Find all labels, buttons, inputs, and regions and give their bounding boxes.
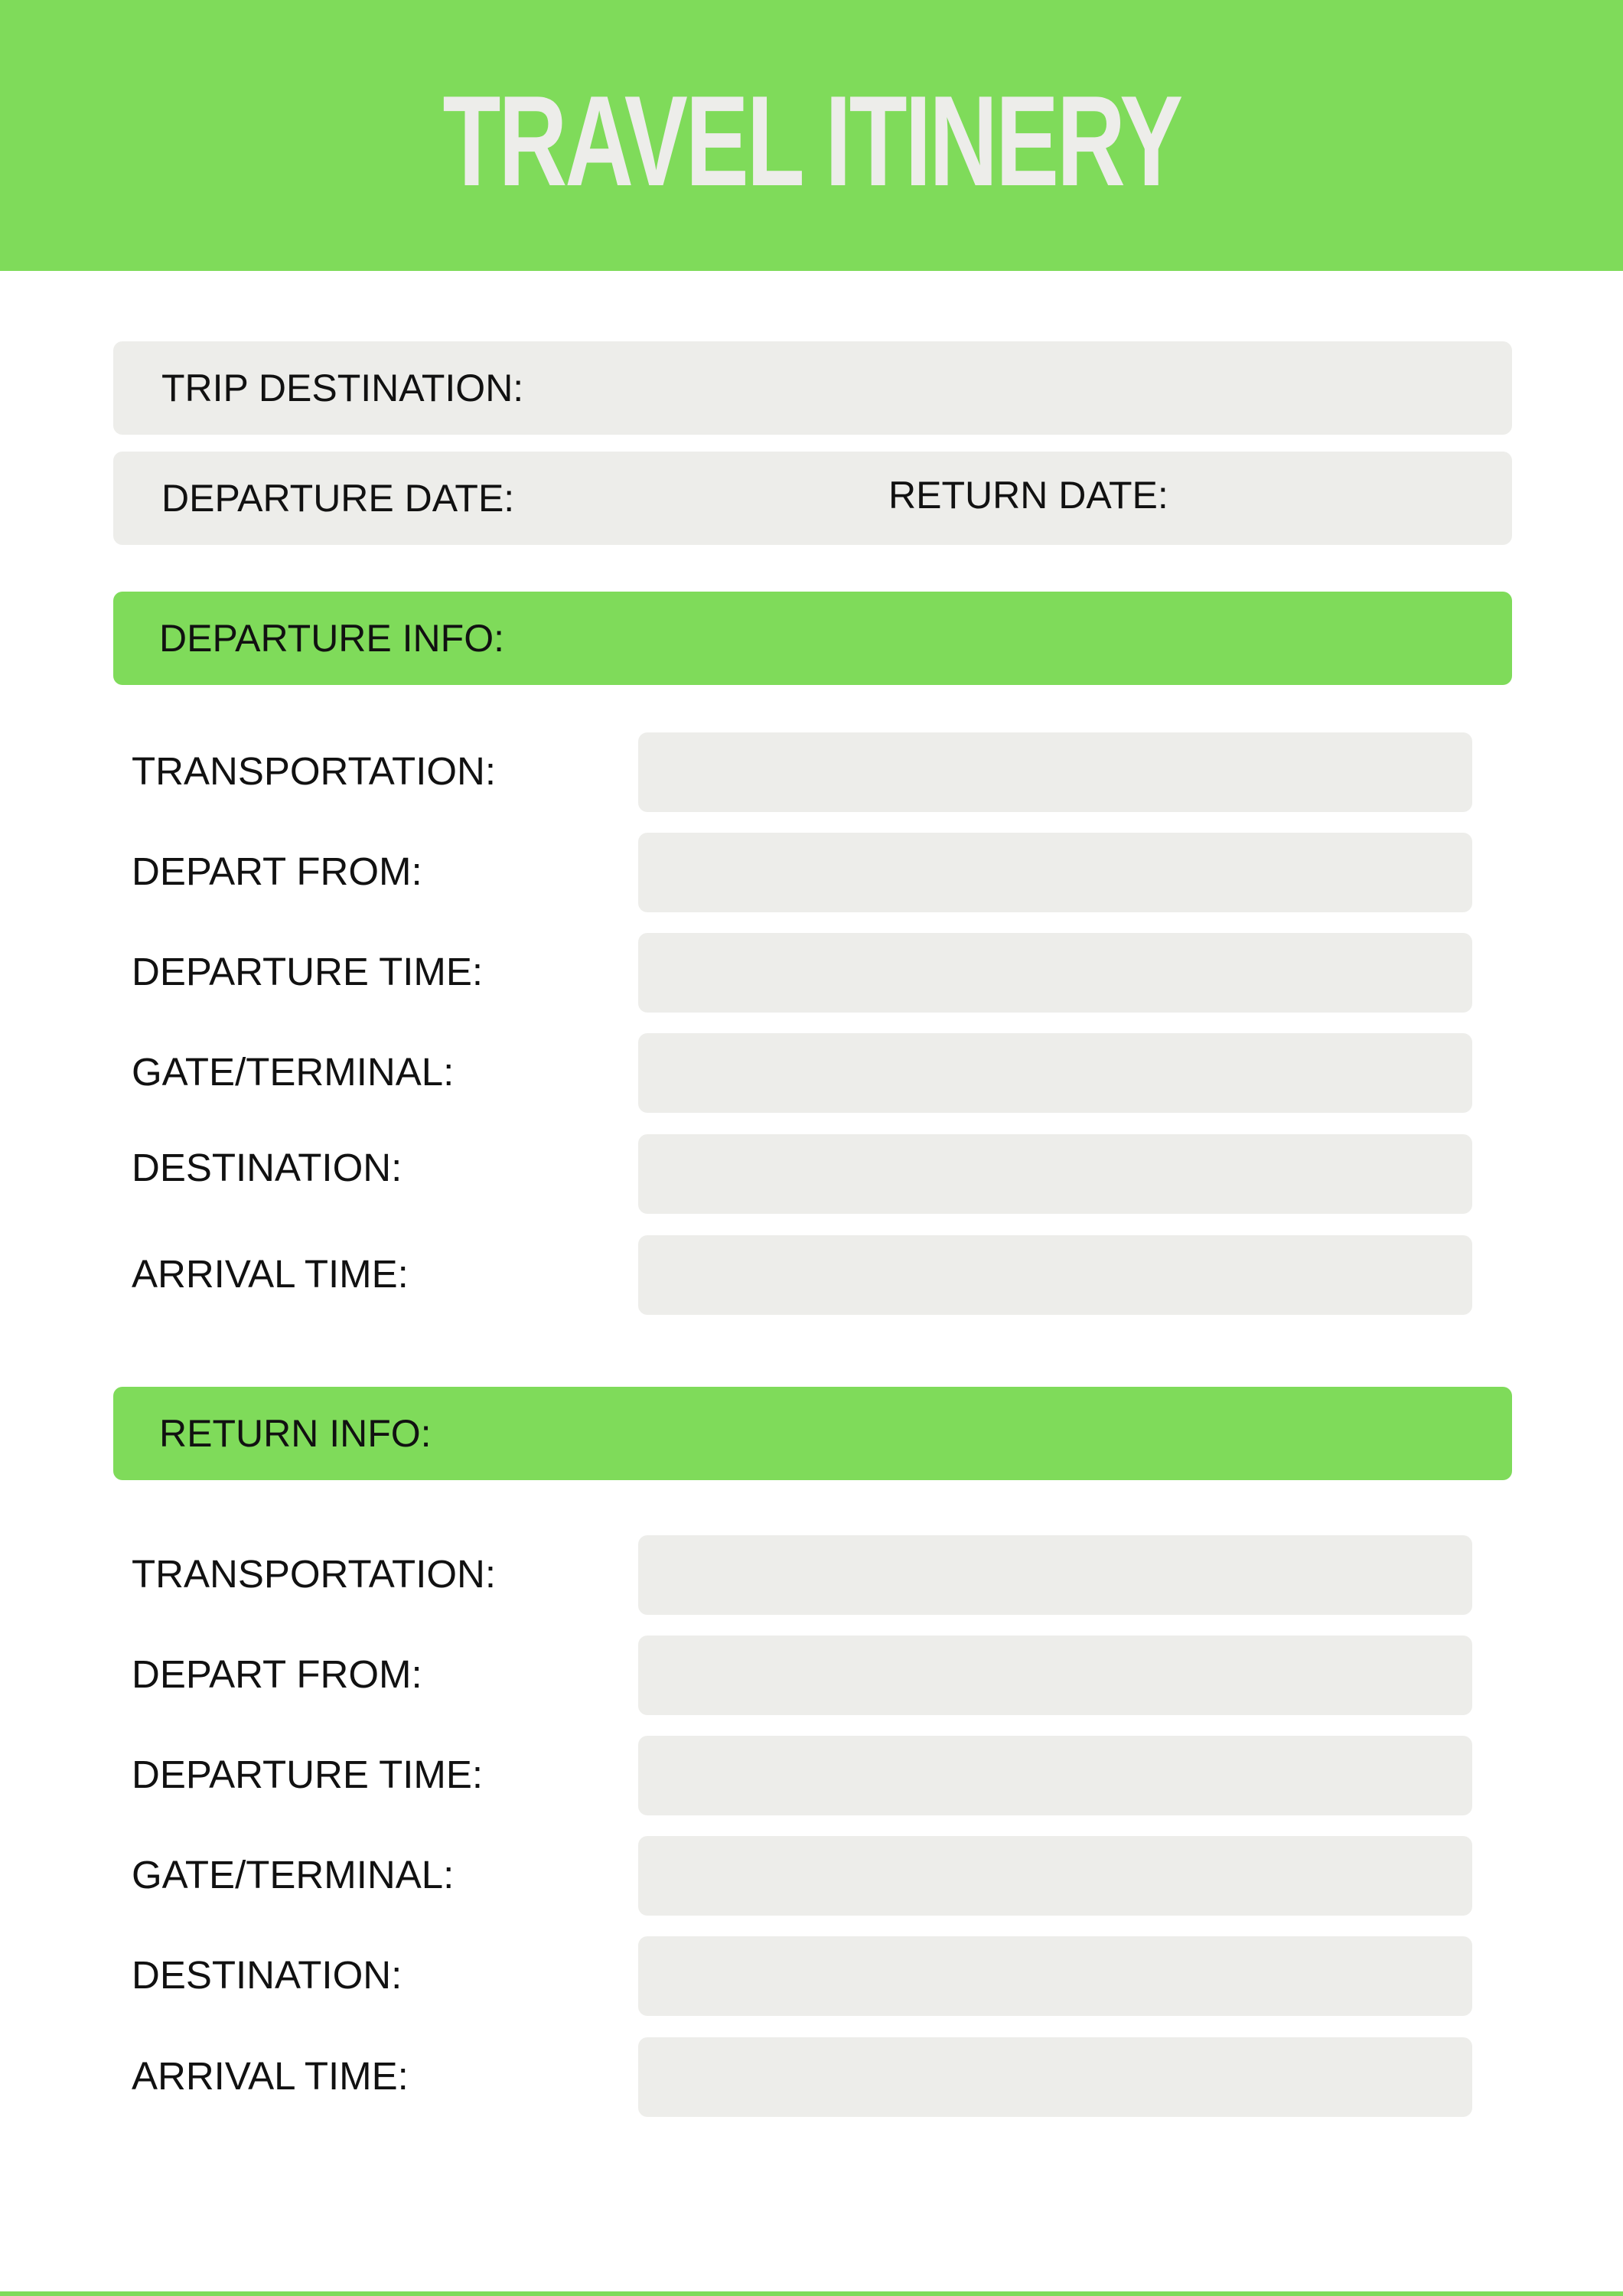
departure-arrival-time-field[interactable] xyxy=(638,1235,1472,1315)
departure-destination-field[interactable] xyxy=(638,1134,1472,1214)
return-arrival-time-label: ARRIVAL TIME: xyxy=(132,2054,409,2098)
departure-transportation-label: TRANSPORTATION: xyxy=(132,749,497,793)
departure-info-heading: DEPARTURE INFO: xyxy=(159,617,504,660)
return-arrival-time-field[interactable] xyxy=(638,2037,1472,2117)
departure-gate-terminal-field[interactable] xyxy=(638,1033,1472,1113)
departure-transportation-field[interactable] xyxy=(638,732,1472,812)
departure-departure-time-label: DEPARTURE TIME: xyxy=(132,950,484,993)
departure-depart-from-field[interactable] xyxy=(638,833,1472,912)
return-gate-terminal-label: GATE/TERMINAL: xyxy=(132,1853,455,1896)
return-depart-from-label: DEPART FROM: xyxy=(132,1652,422,1696)
departure-depart-from-label: DEPART FROM: xyxy=(132,850,422,893)
trip-destination-field[interactable] xyxy=(113,341,1512,435)
trip-dates-field[interactable] xyxy=(113,452,1512,545)
page-title: TRAVEL ITINERY xyxy=(442,68,1181,213)
return-departure-time-field[interactable] xyxy=(638,1736,1472,1815)
return-transportation-field[interactable] xyxy=(638,1535,1472,1615)
return-transportation-label: TRANSPORTATION: xyxy=(132,1552,497,1596)
departure-departure-time-field[interactable] xyxy=(638,933,1472,1013)
return-gate-terminal-field[interactable] xyxy=(638,1836,1472,1916)
departure-date-label: DEPARTURE DATE: xyxy=(161,477,515,520)
departure-destination-label: DESTINATION: xyxy=(132,1146,402,1189)
return-destination-field[interactable] xyxy=(638,1936,1472,2016)
bottom-accent-line xyxy=(0,2291,1623,2296)
return-info-heading: RETURN INFO: xyxy=(159,1412,432,1455)
departure-arrival-time-label: ARRIVAL TIME: xyxy=(132,1252,409,1296)
departure-info-header xyxy=(113,592,1512,685)
header-banner xyxy=(0,0,1623,271)
departure-gate-terminal-label: GATE/TERMINAL: xyxy=(132,1050,455,1094)
return-info-header xyxy=(113,1387,1512,1480)
return-depart-from-field[interactable] xyxy=(638,1636,1472,1715)
return-date-label: RETURN DATE: xyxy=(888,474,1168,517)
return-departure-time-label: DEPARTURE TIME: xyxy=(132,1753,484,1796)
trip-destination-label: TRIP DESTINATION: xyxy=(161,367,524,409)
return-destination-label: DESTINATION: xyxy=(132,1953,402,1997)
